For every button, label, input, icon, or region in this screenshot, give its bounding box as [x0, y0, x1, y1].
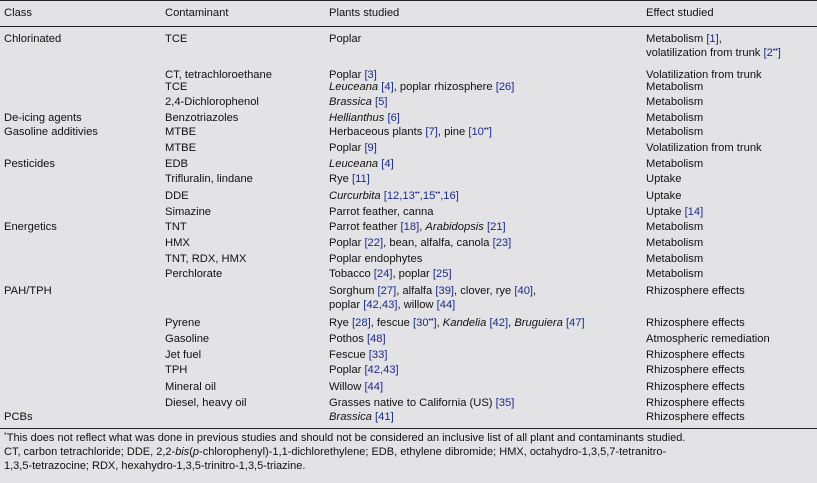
cell-effect [646, 317, 745, 331]
cell-plants [329, 285, 536, 312]
cell-contaminant: MTBE [165, 142, 197, 154]
header-effect: Effect studied [646, 7, 714, 19]
italic-text: Bruguiera [514, 317, 563, 329]
cell-plants [329, 158, 394, 172]
cell-contaminant: Pyrene [165, 317, 201, 329]
reference-citation: [44] [364, 381, 384, 393]
text-run: This does not reflect what was done in previous studies and should not be considered an inclusive list of all plant and contaminants studied. [6, 432, 686, 444]
text-run: Parrot feather, canna [329, 206, 434, 218]
cell-contaminant: HMX [165, 237, 190, 249]
cell-plants [329, 142, 377, 156]
text-run: , pine [437, 126, 469, 138]
italic-text: p [192, 446, 200, 459]
cell-plants [329, 364, 399, 378]
cell-contaminant: Diesel, heavy oil [165, 397, 247, 409]
cell-plants [329, 237, 511, 251]
cell-contaminant: CT, tetrachloroethane [165, 69, 272, 81]
italic-text: Kandelia [442, 317, 487, 329]
cell-effect [646, 112, 703, 126]
reference-citation: [10 [468, 126, 484, 138]
text-run: , fescue [370, 317, 413, 329]
cell-plants [329, 381, 383, 395]
text-run: Uptake [646, 190, 682, 202]
reference-citation: [42] [489, 317, 509, 329]
text-run: , [508, 317, 515, 329]
text-run: Uptake [646, 173, 682, 185]
reference-citation: [47] [565, 317, 585, 329]
text-run: Rhizosphere effects [646, 364, 745, 376]
cell-contaminant: DDE [165, 190, 189, 202]
cell-contaminant: Trifluralin, lindane [165, 173, 253, 185]
cell-contaminant: Benzotriazoles [165, 112, 239, 124]
cell-effect [646, 349, 745, 363]
cell-contaminant: Perchlorate [165, 268, 223, 280]
reference-citation: [21] [486, 221, 506, 233]
cell-class: Energetics [4, 221, 57, 233]
cell-plants [329, 126, 492, 140]
reference-citation: [25] [432, 268, 452, 280]
reference-citation: ,16] [440, 190, 459, 202]
cell-effect [646, 411, 745, 425]
text-run: , [718, 33, 722, 45]
cell-effect [646, 221, 703, 235]
reference-citation: [4] [381, 81, 394, 93]
cell-effect [646, 268, 703, 282]
cell-contaminant: Mineral oil [165, 381, 216, 393]
text-run: Metabolism [646, 237, 704, 249]
reference-citation: [48] [366, 333, 386, 345]
text-run: Poplar [329, 69, 365, 81]
text-run: Rhizosphere effects [646, 349, 745, 361]
text-run: Volatilization from trunk [646, 69, 762, 81]
text-run: , [436, 317, 443, 329]
cell-effect [646, 142, 762, 156]
cell-contaminant: TNT [165, 221, 187, 233]
cell-contaminant: TPH [165, 364, 188, 376]
text-run: , [419, 221, 426, 233]
reference-citation: [26] [495, 81, 515, 93]
reference-citation: [42,43] [363, 298, 398, 311]
text-run: Metabolism [646, 221, 704, 233]
text-run: volatilization from trunk [646, 46, 764, 59]
reference-citation: [27] [377, 285, 397, 297]
text-run: Metabolism [646, 81, 704, 93]
text-run: Rye [329, 173, 353, 185]
cell-plants [329, 221, 506, 235]
text-run: Fescue [329, 349, 369, 361]
reference-citation: [4] [381, 158, 394, 170]
cell-effect [646, 381, 745, 395]
reference-citation: [1] [706, 33, 719, 45]
reference-citation: •• [772, 46, 778, 54]
text-run: Volatilization from trunk [646, 142, 762, 154]
cell-effect [646, 190, 681, 204]
cell-class: Pesticides [4, 158, 55, 170]
cell-effect [646, 333, 770, 347]
text-run: Sorghum [329, 285, 378, 297]
header-rule [0, 26, 817, 27]
reference-citation: ] [777, 46, 781, 59]
text-run: -chlorophenyl)-1,1-dichlorethylene; EDB, ethylene dibromide; HMX, octahydro-1,3,5,7-tetranitro- [199, 446, 667, 459]
top-rule [0, 0, 817, 1]
text-run: , clover, rye [454, 285, 515, 297]
cell-plants [329, 349, 387, 363]
cell-contaminant: 2,4-Dichlorophenol [165, 96, 259, 108]
reference-citation: [44] [436, 298, 456, 311]
reference-citation: [22] [364, 237, 384, 249]
cell-plants [329, 253, 422, 267]
reference-citation: [28] [352, 317, 371, 329]
cell-contaminant: Jet fuel [165, 349, 202, 361]
cell-effect [646, 237, 703, 251]
text-run: Uptake [646, 206, 685, 218]
cell-effect [646, 364, 745, 378]
italic-text: Leuceana [329, 81, 379, 93]
text-run: Rhizosphere effects [646, 317, 745, 329]
text-run: Rhizosphere effects [646, 411, 745, 423]
cell-plants [329, 397, 514, 411]
reference-citation: [6] [387, 112, 400, 124]
reference-citation: ,15 [419, 190, 436, 202]
text-run: , [533, 285, 537, 297]
reference-citation: ] [433, 317, 437, 329]
text-run: Rhizosphere effects [646, 285, 745, 297]
cell-effect [646, 173, 681, 187]
text-run: , poplar rhizosphere [393, 81, 496, 93]
cell-contaminant: Simazine [165, 206, 212, 218]
text-run: Metabolism [646, 33, 707, 45]
italic-text: Hellianthus [329, 112, 385, 124]
text-run: Metabolism [646, 268, 704, 280]
header-plants: Plants studied [329, 7, 400, 19]
text-run: Metabolism [646, 112, 704, 124]
cell-contaminant: TNT, RDX, HMX [165, 253, 247, 265]
cell-plants [329, 81, 514, 95]
header-class: Class [4, 7, 32, 19]
cell-contaminant: Gasoline [165, 333, 210, 345]
bottom-rule [0, 428, 817, 429]
italic-text: Brassica [329, 411, 372, 423]
reference-citation: [35] [495, 397, 515, 409]
cell-contaminant: EDB [165, 158, 189, 170]
header-contaminant: Contaminant [165, 7, 229, 19]
text-run: Poplar [329, 364, 365, 376]
cell-effect [646, 96, 703, 110]
cell-plants [329, 411, 394, 425]
cell-effect [646, 285, 745, 299]
reference-citation: [24] [373, 268, 393, 280]
text-run: Herbaceous plants [329, 126, 426, 138]
cell-contaminant: TCE [165, 33, 188, 45]
cell-effect [646, 81, 703, 95]
cell-effect [646, 33, 781, 60]
footnote [4, 431, 812, 474]
cell-effect [646, 158, 703, 172]
reference-citation: [2 [763, 46, 773, 59]
reference-citation: •• [414, 190, 420, 197]
reference-citation: [14] [684, 206, 704, 218]
text-run: Metabolism [646, 126, 704, 138]
text-run: Tobacco [329, 268, 374, 280]
reference-citation: [18] [400, 221, 420, 233]
text-run: , alfalfa [396, 285, 436, 297]
italic-text: Curcurbita [329, 190, 381, 202]
italic-text: bis [175, 446, 190, 459]
text-run: Poplar [329, 142, 365, 154]
text-run: poplar [329, 298, 364, 311]
reference-citation: [40] [514, 285, 534, 297]
text-run: Grasses native to California (US) [329, 397, 496, 409]
reference-citation: [11] [352, 173, 370, 185]
text-run: , poplar [392, 268, 433, 280]
text-run: * [4, 432, 7, 439]
text-run: , willow [397, 298, 437, 311]
reference-citation: [12,13 [383, 190, 415, 202]
reference-citation: [7] [425, 126, 438, 138]
cell-plants [329, 112, 400, 126]
cell-plants [329, 206, 433, 220]
text-run: Metabolism [646, 253, 704, 265]
cell-class: De-icing agents [4, 112, 82, 124]
italic-text: Arabidopsis [425, 221, 484, 233]
reference-citation: [41] [375, 411, 394, 423]
cell-class: Gasoline additivies [4, 126, 98, 138]
text-run: Rhizosphere effects [646, 381, 745, 393]
cell-plants [329, 33, 361, 47]
cell-contaminant: MTBE [165, 126, 197, 138]
cell-class: Chlorinated [4, 33, 62, 45]
cell-plants [329, 268, 452, 282]
reference-citation: •• [483, 126, 489, 133]
reference-citation: [33] [368, 349, 388, 361]
text-run: , bean, alfalfa, canola [383, 237, 493, 249]
italic-text: Brassica [329, 96, 372, 108]
reference-citation: [23] [492, 237, 512, 249]
cell-plants [329, 190, 459, 204]
cell-effect [646, 397, 745, 411]
cell-plants [329, 173, 370, 187]
text-run: 1,3,5-tetrazocine; RDX, hexahydro-1,3,5-trinitro-1,3,5-triazine. [4, 460, 306, 473]
cell-contaminant: TCE [165, 81, 188, 93]
text-run: ( [189, 446, 193, 459]
reference-citation: [3] [364, 69, 377, 81]
reference-citation: [9] [364, 142, 377, 154]
reference-citation: [30 [412, 317, 429, 329]
reference-citation: •• [428, 317, 434, 324]
reference-citation: ] [488, 126, 492, 138]
text-run: CT, carbon tetrachloride; DDE, 2,2- [4, 446, 176, 459]
reference-citation: [39] [435, 285, 455, 297]
cell-plants [329, 333, 386, 347]
cell-plants [329, 96, 387, 110]
text-run: Atmospheric remediation [646, 333, 770, 345]
text-run: Metabolism [646, 96, 704, 108]
text-run: Poplar [329, 237, 365, 249]
reference-citation: [42,43] [364, 364, 399, 376]
cell-effect [646, 253, 703, 267]
reference-citation: [5] [375, 96, 388, 108]
text-run: Parrot feather [329, 221, 401, 233]
text-run: Rhizosphere effects [646, 397, 745, 409]
text-run: Willow [329, 381, 365, 393]
text-run: Poplar endophytes [329, 253, 423, 265]
text-run: Pothos [329, 333, 367, 345]
text-run: Poplar [329, 33, 362, 45]
cell-class: PCBs [4, 411, 33, 423]
italic-text: Leuceana [329, 158, 379, 170]
text-run: Metabolism [646, 158, 704, 170]
cell-effect [646, 126, 703, 140]
text-run: Rye [329, 317, 353, 329]
cell-class: PAH/TPH [4, 285, 52, 297]
reference-citation: •• [435, 190, 441, 197]
cell-effect [646, 206, 703, 220]
cell-plants [329, 317, 585, 331]
